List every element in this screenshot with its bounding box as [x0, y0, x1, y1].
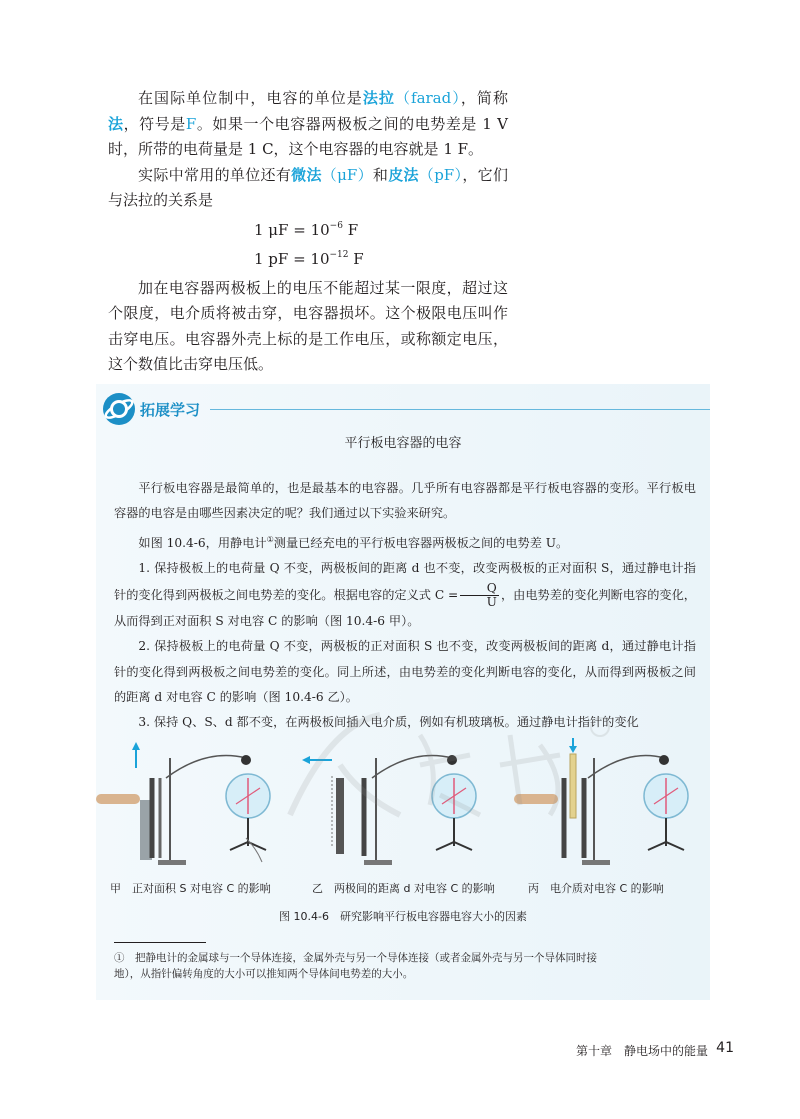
term-symbol: F: [185, 114, 197, 133]
page-number: 41: [716, 1040, 734, 1056]
extension-box: [96, 384, 710, 1000]
text: ，它们与法拉的关系是: [108, 165, 508, 209]
paragraph-unit: [108, 86, 508, 163]
formula-picofarad: [254, 247, 508, 272]
text: 在国际单位制中，电容的单位是: [138, 89, 363, 107]
fraction-q-over-u: [460, 582, 499, 609]
header-divider: [210, 409, 710, 410]
caption-c: 丙 电介质对电容 C 的影响: [528, 882, 664, 895]
text: 如图 10.4-6，用静电计: [138, 535, 267, 550]
formula-text: 1 μF = 10: [254, 220, 330, 239]
text: 。如果一个电容器两极板之间的电势差是 1 V 时，所带的电荷量是 1 C，这个电容器的电容就是 1 F。: [108, 114, 508, 158]
text: 1. 保持极板上的电荷量 Q 不变，两极板间的距离 d 也不变，改变两极板的正对面积 S，通过静电计指针的变化得到两极板之间电势差的变化。根据电容的定义式 C =: [114, 561, 696, 602]
paragraph-step-2: 2. 保持极板上的电荷量 Q 不变，两极板的正对面积 S 也不变，改变两极板间的距离 d，通过静电计指针的变化得到两极板之间电势差的变化。同上所述，由电势差的变化判断电容的变化，从而得到两极板之间的距离 d 对电容 C 的影响（图 10.4-6 乙）。: [114, 639, 696, 704]
term-farad-en: （farad）: [394, 89, 461, 107]
planet-logo-icon: [102, 392, 136, 426]
box-title: 拓展学习: [140, 401, 201, 419]
paragraph-units-other: [108, 163, 508, 214]
experiment-figures: [96, 738, 710, 868]
formula-text: 1 pF = 10: [254, 249, 330, 268]
box-subtitle: 平行板电容器的电容: [344, 436, 462, 451]
term-picofarad: 皮法: [388, 165, 419, 184]
paragraph-breakdown: 加在电容器两极板上的电压不能超过某一限度，超过这个限度，电介质将被击穿，电容器损坏。这个极限电压叫作击穿电压。电容器外壳上标的是工作电压，或称额定电压，这个数值比击穿电压低。: [108, 278, 508, 373]
figure-c-area: [514, 738, 688, 865]
paragraph-step-3: 3. 保持 Q、S、d 都不变，在两极板间插入电介质，例如有机玻璃板。通过静电计指针的变化: [138, 715, 639, 730]
paragraph-electrometer: [114, 527, 696, 556]
formula-exp: −12: [329, 249, 349, 260]
formula-microfarad: [254, 218, 508, 243]
text: 测量已经充电的平行板电容器两极板之间的电势差 U。: [273, 535, 569, 550]
footnote: ① 把静电计的金属球与一个导体连接，金属外壳与另一个导体连接（或者金属外壳与另一个导体同时接地），从指针偏转角度的大小可以推知两个导体间电势差的大小。: [114, 952, 597, 980]
term-picofarad-sym: （pF）: [418, 165, 463, 184]
text: 实际中常用的单位还有: [138, 165, 292, 184]
term-microfarad: 微法: [291, 165, 322, 184]
hand-icon: [514, 794, 558, 804]
term-microfarad-sym: （μF）: [321, 165, 373, 184]
formula-unit: F: [348, 249, 364, 268]
footnote-ref: ①: [266, 534, 274, 544]
box-header: [96, 384, 710, 434]
fraction-numerator: Q: [460, 582, 499, 596]
chapter-label: 第十章 静电场中的能量: [575, 1044, 708, 1058]
text: ，符号是: [123, 114, 186, 133]
term-fa: 法: [108, 114, 124, 133]
figure-title: 图 10.4-6 研究影响平行板电容器电容大小的因素: [279, 910, 527, 923]
page-footer: [0, 1042, 800, 1066]
dielectric-plate: [570, 754, 576, 818]
paragraph-step-1: [114, 556, 696, 634]
footnote-divider: [114, 942, 206, 943]
main-text: [108, 86, 508, 378]
caption-b: 乙 两极间的距离 d 对电容 C 的影响: [312, 882, 495, 895]
formula-exp: −6: [329, 220, 343, 231]
text: ，由电势差的变化判断电容的变化，从而得到正对面积 S 对电容 C 的影响（图 10.4-6 甲）。: [114, 587, 696, 628]
formula-unit: F: [342, 220, 359, 239]
figure-b-area: [302, 755, 476, 865]
fraction-denominator: U: [486, 594, 497, 609]
text: 和: [372, 165, 389, 184]
figure-a-area: [96, 742, 270, 865]
term-farad: 法拉: [362, 89, 395, 107]
text: ，简称: [460, 89, 508, 107]
paragraph-intro: 平行板电容器是最简单的，也是最基本的电容器。几乎所有电容器都是平行板电容器的变形。平行板电容器的电容是由哪些因素决定的呢？我们通过以下实验来研究。: [114, 481, 696, 521]
box-body: [114, 476, 696, 736]
caption-a: 甲 正对面积 S 对电容 C 的影响: [110, 882, 271, 895]
hand-icon: [96, 794, 140, 804]
